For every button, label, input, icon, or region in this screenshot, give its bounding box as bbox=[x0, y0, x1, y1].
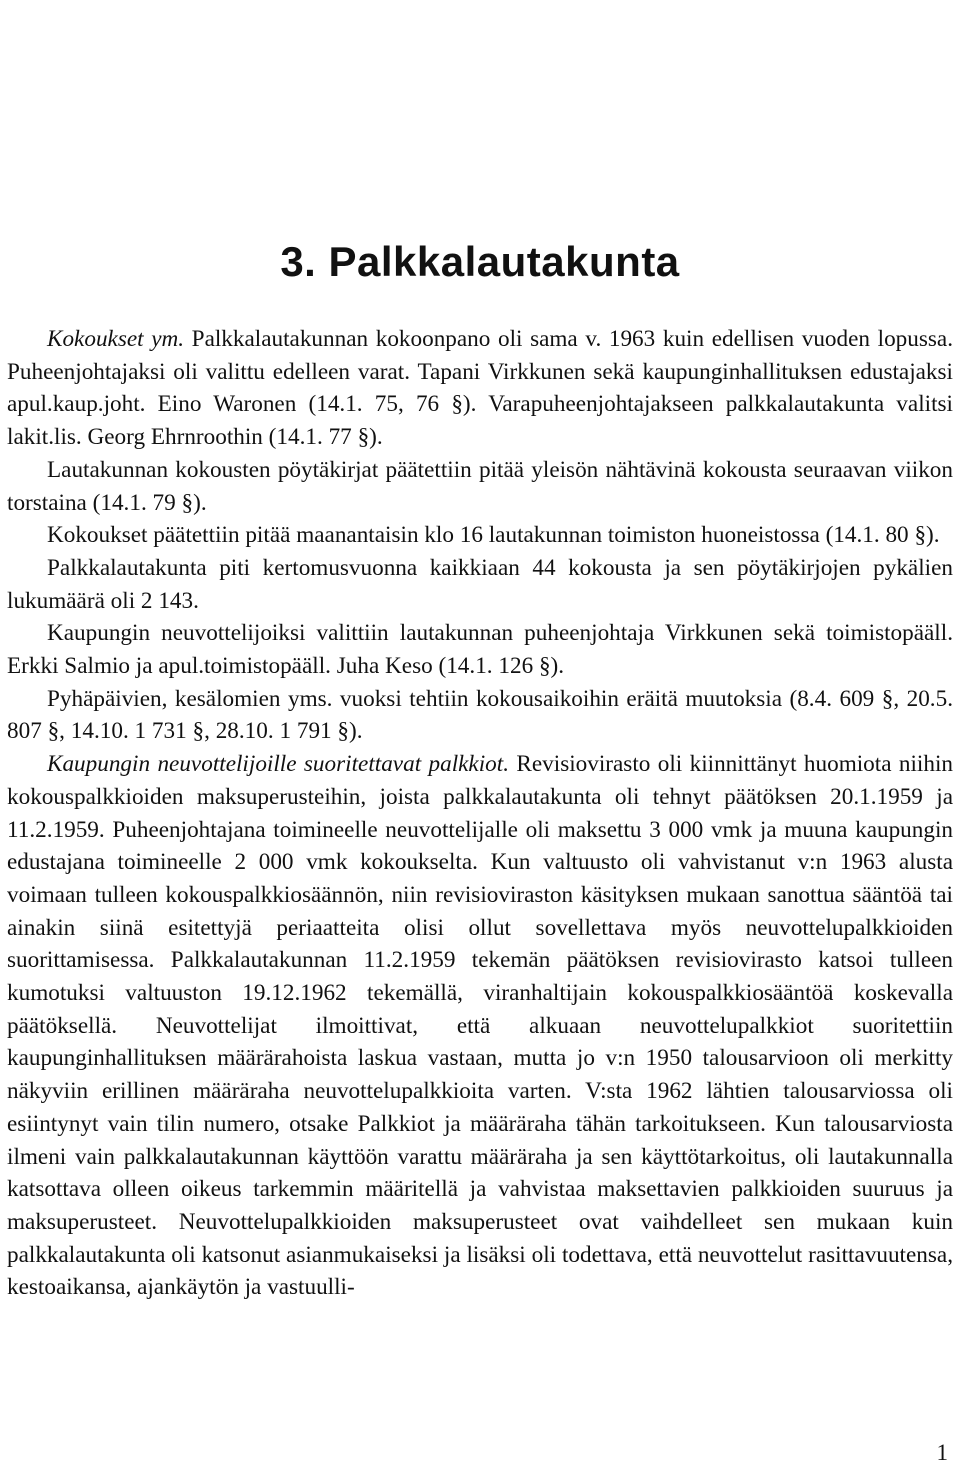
paragraph-text: Lautakunnan kokousten pöytäkirjat päätettiin pitää yleisön nähtävinä kokousta seuraavan viikon torstaina (14.1. 79 §). bbox=[7, 456, 953, 516]
paragraph-muutokset bbox=[7, 683, 953, 748]
paragraph-lead: Kaupungin neuvottelijoille suoritettavat palkkiot. bbox=[47, 751, 510, 778]
paragraph-text: Palkkalautakunnan kokoonpano oli sama v. 1963 kuin edellisen vuoden lopussa. Puheenjohtajaksi oli valittu edelleen varat. Tapani Virkkunen sekä kaupunginhallituksen edustajaksi apul.kaup.joht. Eino Waronen (14.1. 75, 76 §). Varapuheenjohtajakseen palkkalautakunta valitsi lakit.lis. Georg Ehrnroothin (14.1. 77 §). bbox=[7, 326, 953, 451]
paragraph-text: Palkkalautakunta piti kertomusvuonna kaikkiaan 44 kokousta ja sen pöytäkirjojen pykälien lukumäärä oli 2 143. bbox=[7, 554, 953, 614]
page-number: 1 bbox=[936, 1440, 948, 1465]
paragraph-text: Pyhäpäivien, kesälomien yms. vuoksi tehtiin kokousaikoihin eräitä muutoksia (8.4. 609 §, 20.5. 807 §, 14.10. 1 731 §, 28.10. 1 791 §). bbox=[7, 685, 953, 745]
paragraph-kokousaika bbox=[7, 519, 953, 552]
page-heading: 3. Palkkalautakunta bbox=[280, 238, 680, 285]
paragraph-kokousmaara bbox=[7, 552, 953, 617]
paragraph-text: Kaupungin neuvottelijoiksi valittiin lautakunnan puheenjohtaja Virkkunen sekä toimistopääll. Erkki Salmio ja apul.toimistopääll. Juha Keso (14.1. 126 §). bbox=[7, 620, 953, 680]
paragraph-poytakirjat bbox=[7, 454, 953, 519]
paragraph-text: Kokoukset päätettiin pitää maanantaisin klo 16 lautakunnan toimiston huoneistossa (14.1. 80 §). bbox=[47, 522, 940, 549]
paragraph-text: Revisiovirasto oli kiinnittänyt huomiota niihin kokouspalkkioiden maksuperusteihin, joista palkkalautakunta oli tehnyt päätöksen 20.1.1959 ja 11.2.1959. Puheenjohtajana toimineelle neuvottelijalle oli maksettu 3 000 vmk ja muuna kaupungin edustajana toimineelle 2 000 vmk kokoukselta. Kun valtuusto oli vahvistanut v:n 1963 alusta voimaan tulleen kokouspalkkiosäännön, niin revisioviraston käsityksen mukaan sanottua sääntöä tai ainakin siinä esitettyjä periaatteita olisi ollut sovellettava myös neuvottelupalkkioiden suorittamisessa. Palkkalautakunnan 11.2.1959 tekemän päätöksen revisiovirasto katsoi tulleen kumotuksi valtuuston 19.12.1962 tekemällä, viranhaltijain kokouspalkkiosääntöä koskevalla päätöksellä. Neuvottelijat ilmoittivat, että alkuaan neuvottelupalkkiot suoritettiin kaupunginhallituksen määrärahoista laskua vastaan, mutta jo v:n 1950 talousarvioon oli merkitty näkyviin erillinen määräraha neuvottelupalkkioita varten. V:sta 1962 lähtien talousarviossa oli esiintynyt vain tilin numero, otsake Palkkiot ja määräraha tähän tarkoitukseen. Kun talousarviosta ilmeni vain palkkalautakunnan käyttöön varattu määräraha ja sen käyttötarkoitus, oli lautakunnalla katsottava olleen oikeus tarkemmin määritellä ja vahvistaa maksettavien palkkioiden suuruus ja maksuperusteet. Neuvottelupalkkioiden maksuperusteet ovat vaihdelleet sen mukaan kuin palkkalautakunta oli katsonut asianmukaiseksi ja lisäksi oli todettava, että neuvottelut rasittavuutensa, kestoaikansa, ajankäytön ja vastuulli- bbox=[7, 751, 953, 1301]
paragraph-palkkiot bbox=[7, 748, 953, 1304]
paragraph-lead: Kokoukset ym. bbox=[47, 326, 185, 352]
paragraph-neuvottelijat bbox=[7, 617, 953, 682]
paragraph-kokoukset bbox=[7, 323, 953, 454]
body-text bbox=[7, 323, 953, 1304]
